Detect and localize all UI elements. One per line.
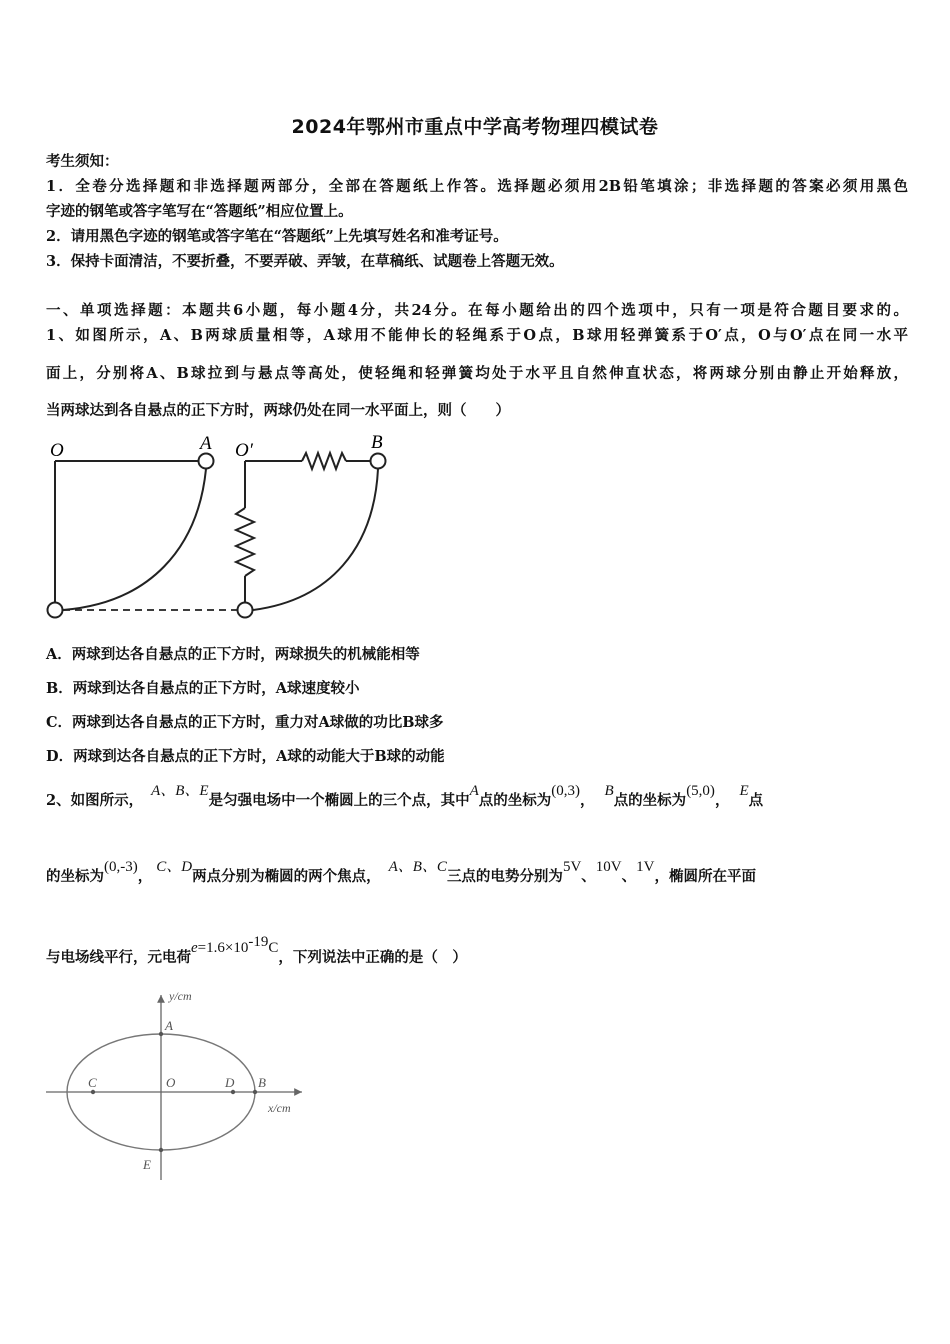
q2-var-charge: e [191, 939, 198, 956]
notice-heading: 考生须知： [46, 153, 119, 170]
pendulum-spring-figure [40, 428, 400, 628]
point-b [253, 1090, 257, 1094]
point-a [159, 1032, 163, 1036]
option-a[interactable]: A．两球到达各自悬点的正下方时，两球损失的机械能相等 [46, 646, 420, 663]
q2-text-12: ，椭圆所在平面 [654, 868, 756, 885]
q2-text-13: 与电场线平行，元电荷 [46, 948, 191, 966]
q2-text-2: 是匀强电场中一个椭圆上的三个点，其中 [208, 792, 470, 809]
question-1-line-3: 当两球达到各自悬点的正下方时，两球仍处在同一水平面上，则（ ） [46, 402, 510, 419]
label-c: C [88, 1075, 97, 1090]
vertical-spring [236, 508, 254, 576]
q2-sep-2: 、 [621, 868, 637, 885]
point-e [159, 1148, 163, 1152]
q2-var-e: E [739, 783, 749, 799]
x-axis-label: x/cm [268, 1101, 291, 1115]
ball-b-start [371, 454, 386, 469]
arc-b [253, 469, 378, 610]
q2-text-5: 点的坐标为 [613, 792, 687, 809]
q2-text-4: ， [580, 792, 595, 809]
point-d [231, 1090, 235, 1094]
q2-coord-a: (0,3) [551, 783, 581, 799]
q2-text-6: ， [714, 792, 730, 809]
option-b[interactable]: B．两球到达各自悬点的正下方时，A球速度较小 [46, 680, 360, 697]
section-heading: 一、单项选择题：本题共6小题，每小题4分，共24分。在每小题给出的四个选项中，只有一项是符合题目要求的。 [46, 302, 908, 319]
q2-potential-a: 5V [562, 859, 582, 875]
y-axis-label: y/cm [169, 989, 192, 1003]
notice-item-2: 2．请用黑色字迹的钢笔或答字笔在“答题纸”上先填写姓名和准考证号。 [46, 228, 508, 245]
arc-a [63, 469, 206, 610]
ball-a-end [48, 603, 63, 618]
label-a: A [200, 433, 212, 454]
ellipse-figure [40, 985, 320, 1185]
q2-var-b: B [604, 783, 614, 799]
label-o: O [166, 1075, 176, 1090]
q2-potential-b: 10V [595, 859, 622, 875]
question-2-line-2 [46, 859, 908, 887]
ball-b-end [238, 603, 253, 618]
q2-charge-unit: C [268, 939, 279, 956]
option-d[interactable]: D．两球到达各自悬点的正下方时，A球的动能大于B球的动能 [46, 748, 445, 765]
question-2-line-3 [46, 934, 908, 968]
q2-text-7: 点 [748, 792, 764, 809]
notice-item-1-line-1: 1．全卷分选择题和非选择题两部分，全部在答题纸上作答。选择题必须用2B铅笔填涂；非选择题的答案必须用黑色 [46, 178, 908, 195]
q2-text-9: ， [137, 868, 153, 885]
label-e: E [143, 1157, 151, 1172]
q2-coord-e: (0,-3) [104, 859, 138, 875]
q2-text-11: 三点的电势分别为 [446, 868, 563, 885]
q2-text-8: 的坐标为 [46, 868, 104, 885]
label-o-prime: O′ [235, 440, 253, 461]
notice-item-3: 3．保持卡面清洁，不要折叠，不要弄破、弄皱，在草稿纸、试题卷上答题无效。 [46, 253, 564, 270]
question-1-line-1: 1、如图所示，A、B两球质量相等，A球用不能伸长的轻绳系于O点，B球用轻弹簧系于O′点，O与O′点在同一水平 [46, 327, 908, 344]
ball-a-start [199, 454, 214, 469]
q2-potential-c: 1V [636, 859, 655, 875]
label-o: O [50, 440, 64, 461]
q2-var-abe: A、B、E [151, 783, 209, 799]
q2-var-cd: C、D [156, 859, 193, 875]
q2-coord-b: (5,0) [686, 783, 715, 799]
notice-item-1-line-2: 字迹的钢笔或答字笔写在“答题纸”相应位置上。 [46, 203, 353, 220]
q2-var-abc: A、B、C [388, 859, 447, 875]
question-1-line-2: 面上，分别将A、B球拉到与悬点等高处，使轻绳和轻弹簧均处于水平且自然伸直状态，将两球分别由静止开始释放， [46, 365, 908, 382]
label-b: B [258, 1075, 266, 1090]
horizontal-spring [302, 453, 346, 469]
question-2-line-1 [46, 783, 908, 811]
q2-text-intro: 2、如图所示， [46, 792, 144, 809]
option-c[interactable]: C．两球到达各自悬点的正下方时，重力对A球做的功比B球多 [46, 714, 444, 731]
q2-charge-exponent: -19 [248, 934, 269, 950]
q2-text-14: ，下列说法中正确的是（ ） [278, 948, 467, 966]
q2-sep-1: 、 [581, 868, 596, 885]
q2-text-3: 点的坐标为 [478, 792, 552, 809]
label-b: B [371, 432, 383, 453]
q2-var-a: A [469, 783, 479, 799]
label-d: D [225, 1075, 235, 1090]
label-a: A [165, 1018, 173, 1033]
q2-charge-value: =1.6×10 [197, 939, 249, 956]
page-title: 2024年鄂州市重点中学高考物理四模试卷 [291, 116, 659, 138]
q2-text-10: 两点分别为椭圆的两个焦点， [192, 868, 381, 885]
point-c [91, 1090, 95, 1094]
